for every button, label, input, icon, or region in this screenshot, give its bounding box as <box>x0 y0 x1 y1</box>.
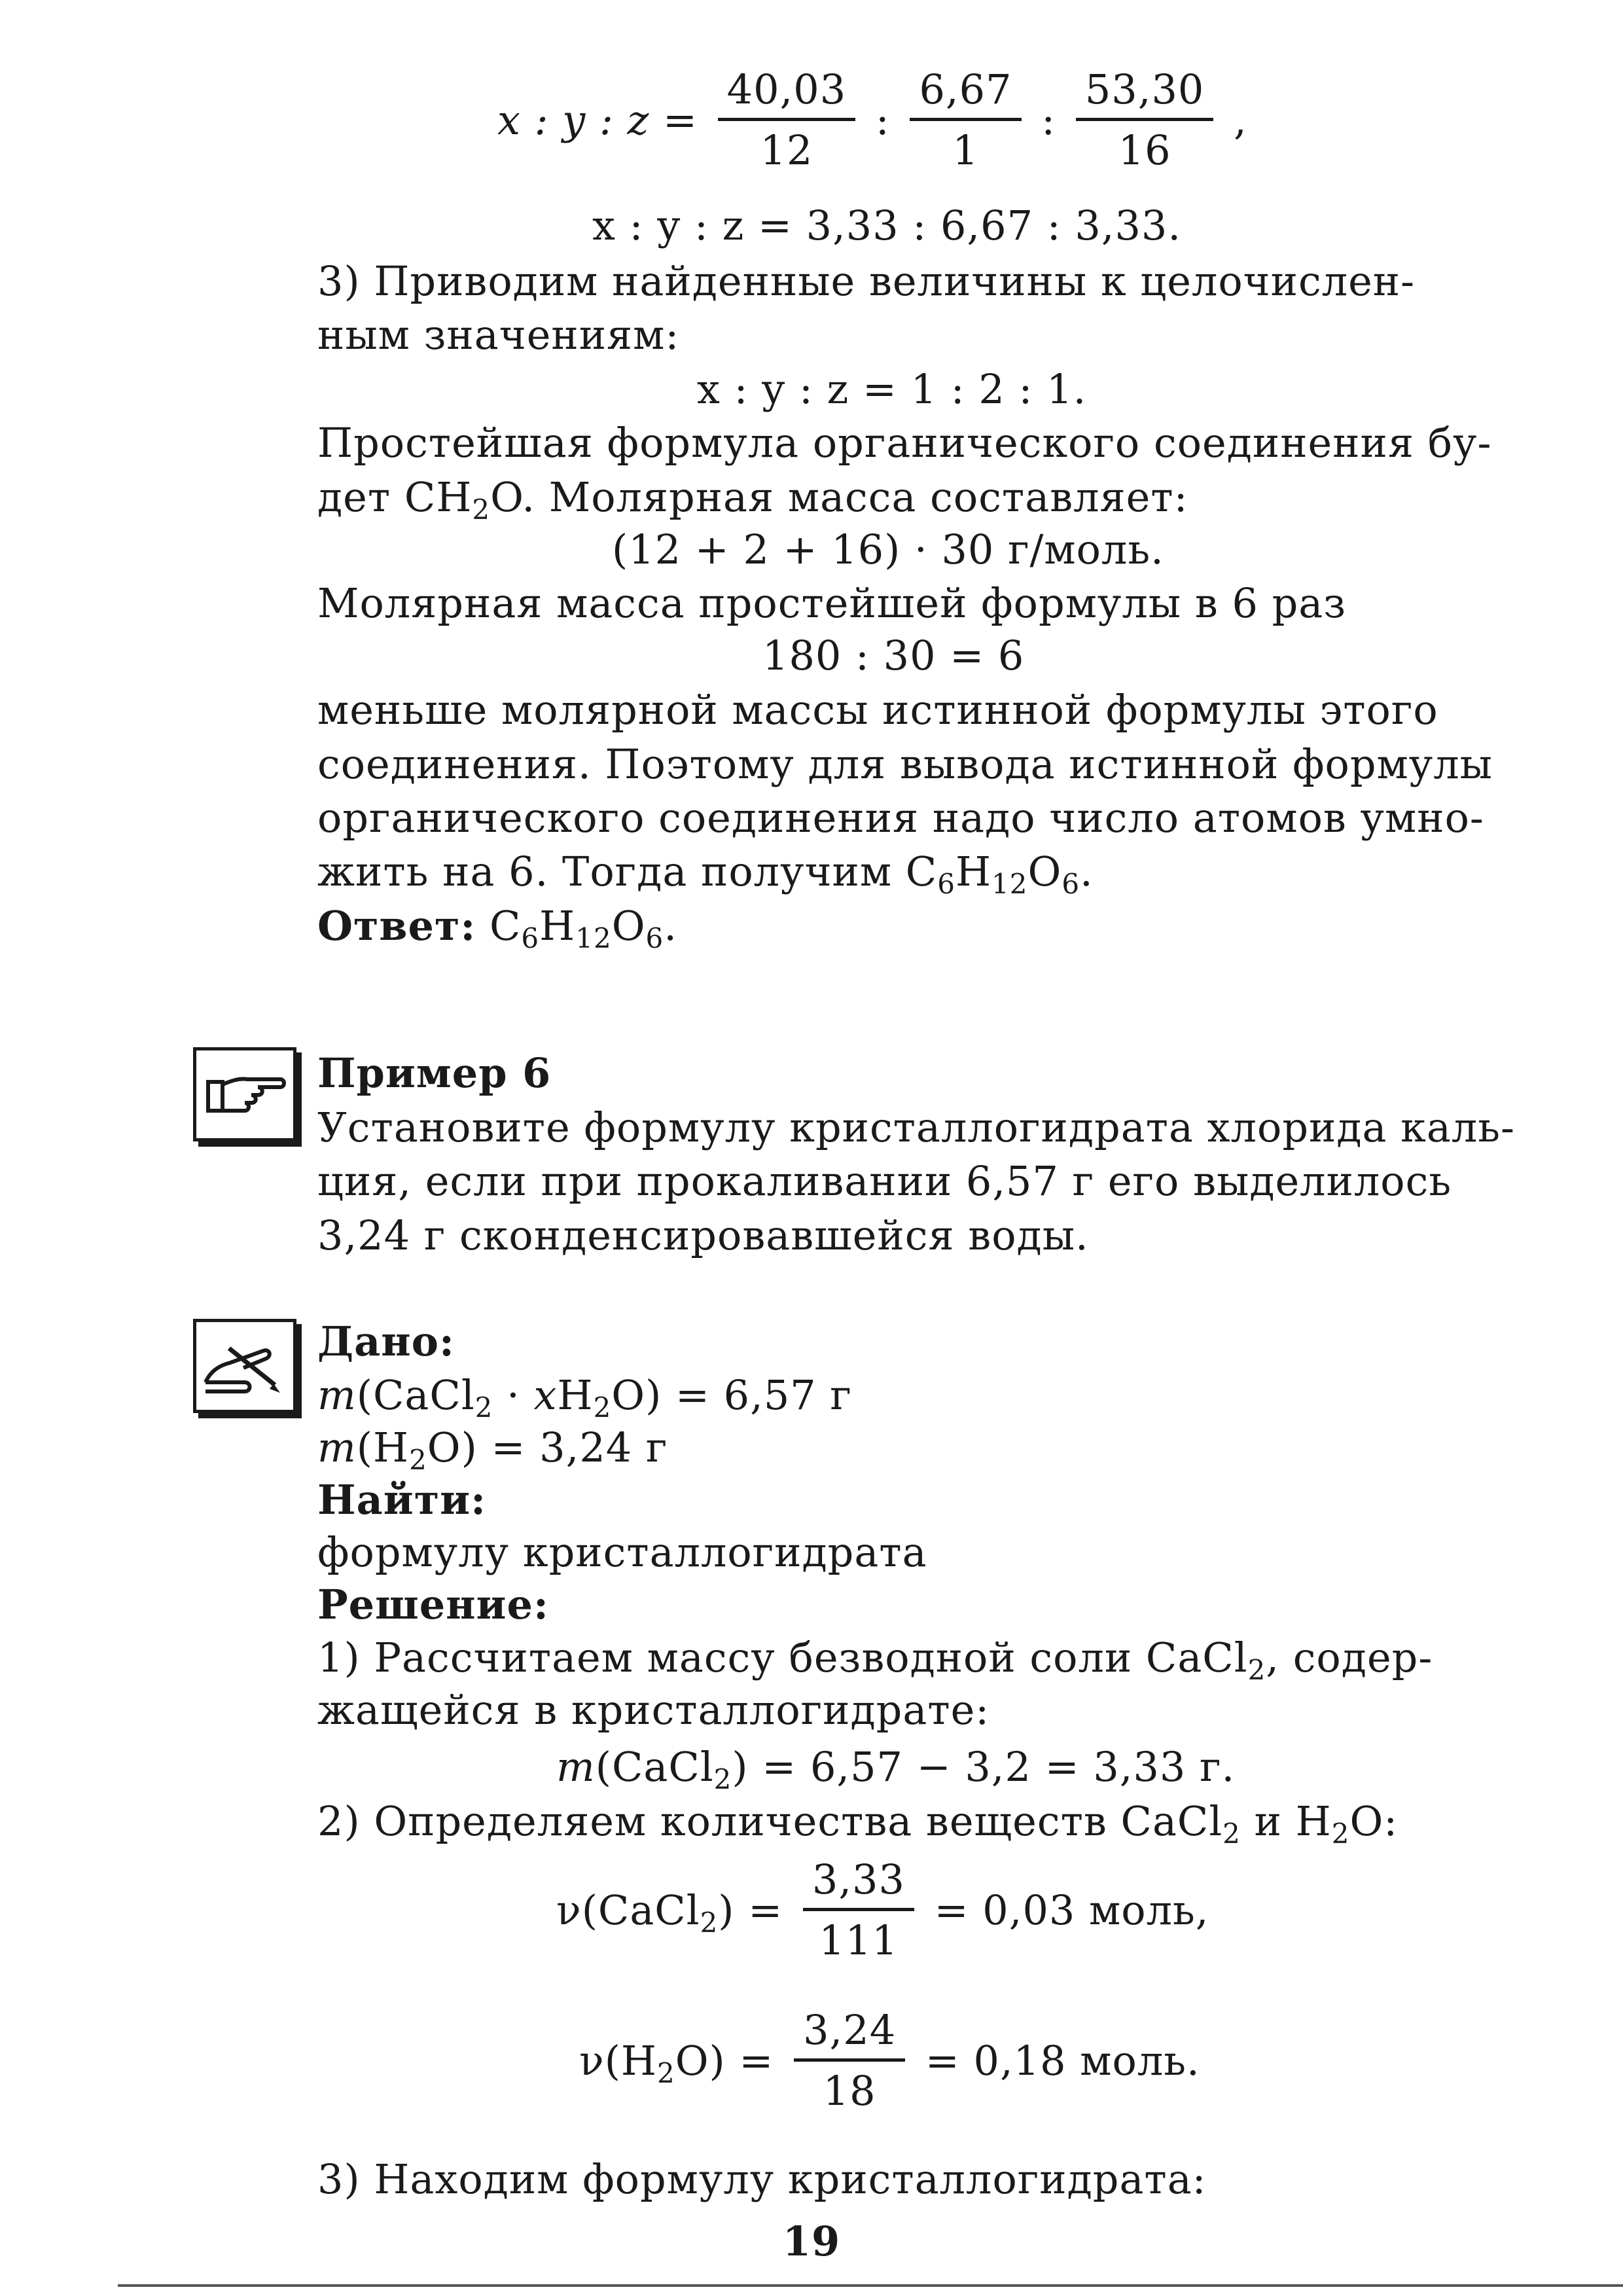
fraction-3-numerator: 53,30 <box>1076 65 1214 121</box>
example-line3: 3,24 г сконденсировавшейся воды. <box>317 1211 1089 1259</box>
fraction-1 <box>718 65 856 175</box>
division: 180 : 30 = 6 <box>762 632 1025 679</box>
fraction-2 <box>910 65 1021 175</box>
step3-line2: ным значениям: <box>317 311 680 359</box>
ratio-lhs: x : y : z = <box>497 96 698 144</box>
example-line1: Установите формулу кристаллогидрата хлорида каль- <box>317 1103 1515 1151</box>
nu-water-equation: $\nu(H_2O)$ = $\frac{3,24}{18}$ = 0,18 моль. <box>579 2006 1200 2115</box>
ratio-integer: x : y : z = 1 : 2 : 1. <box>697 365 1087 413</box>
sol1-line1: 1) Рассчитаем массу безводной соли CaCl$_2$, содер- <box>317 1634 1433 1686</box>
fraction-nu1 <box>803 1856 914 1965</box>
fraction-nu2 <box>794 2006 905 2115</box>
sol1-equation: m(CaCl$_2$) = 6,57 − 3,2 = 3,33 г. <box>556 1743 1236 1795</box>
simplest-line1: Простейшая формула органического соединения бу- <box>317 419 1492 467</box>
simplest-line2: дет $CH_2O$. Молярная масса составляет: <box>317 473 1188 526</box>
fraction-2-numerator: 6,67 <box>910 65 1021 121</box>
given-mass-water: $m(H_2O) = 3,24$ г <box>317 1424 668 1476</box>
nu2-denominator: 18 <box>823 2067 876 2115</box>
fraction-1-denominator: 12 <box>760 126 813 174</box>
example-line2: ция, если при прокаливании 6,57 г его выделилось <box>317 1157 1452 1205</box>
nu-cacl2-equation: ν(CaCl$_2$) = $\frac{3,33}{111}$ = 0,03 моль, <box>556 1856 1209 1964</box>
less-line3: органического соединения надо число атомов умно- <box>317 794 1484 842</box>
pointing-hand-icon <box>193 1047 296 1141</box>
step3-line1: 3) Приводим найденные величины к целочислен- <box>317 257 1416 305</box>
given-label: Дано: <box>317 1318 455 1365</box>
example-title: Пример 6 <box>317 1049 552 1097</box>
sol2-line: 2) Определяем количества веществ CaCl$_2$ и $H_2O$: <box>317 1797 1399 1850</box>
find-text: формулу кристаллогидрата <box>317 1528 927 1576</box>
nu1-denominator: 111 <box>819 1916 899 1964</box>
answer-label: Ответ: <box>317 902 476 950</box>
fraction-1-numerator: 40,03 <box>718 65 856 121</box>
solution-label: Решение: <box>317 1581 549 1628</box>
sol1-line2: жащейся в кристаллогидрате: <box>317 1686 990 1734</box>
fraction-3-denominator: 16 <box>1118 126 1171 174</box>
ratio-decimal: x : y : z = 3,33 : 6,67 : 3,33. <box>592 202 1182 249</box>
fraction-2-denominator: 1 <box>952 126 979 174</box>
answer-line: Ответ: $C_6H_{12}O_6$. <box>317 902 677 954</box>
less-line2: соединения. Поэтому для вывода истинной формулы <box>317 740 1493 788</box>
less-line4: жить на 6. Тогда получим $C_6H_{12}O_6$. <box>317 848 1094 900</box>
page-number: 19 <box>782 2217 841 2265</box>
less-line1: меньше молярной массы истинной формулы этого <box>317 686 1438 734</box>
sol3-line: 3) Находим формулу кристаллогидрата: <box>317 2155 1207 2203</box>
given-mass-hydrate: m(CaCl$_2$ · $xH_2O) = 6,57$ г <box>317 1371 852 1424</box>
fraction-3 <box>1076 65 1214 175</box>
molar-line: Молярная масса простейшей формулы в 6 раз <box>317 579 1347 627</box>
nu1-numerator: 3,33 <box>803 1856 914 1911</box>
writing-hand-icon <box>193 1319 296 1413</box>
colon: : <box>1041 96 1056 144</box>
comma: , <box>1234 96 1247 144</box>
nu2-numerator: 3,24 <box>794 2006 905 2062</box>
footer-rule <box>118 2284 1623 2287</box>
colon: : <box>875 96 890 144</box>
find-label: Найти: <box>317 1476 487 1524</box>
ratio-fractions <box>497 65 1247 175</box>
molar-expression: (12 + 2 + 16) · 30 г/моль. <box>612 526 1164 573</box>
